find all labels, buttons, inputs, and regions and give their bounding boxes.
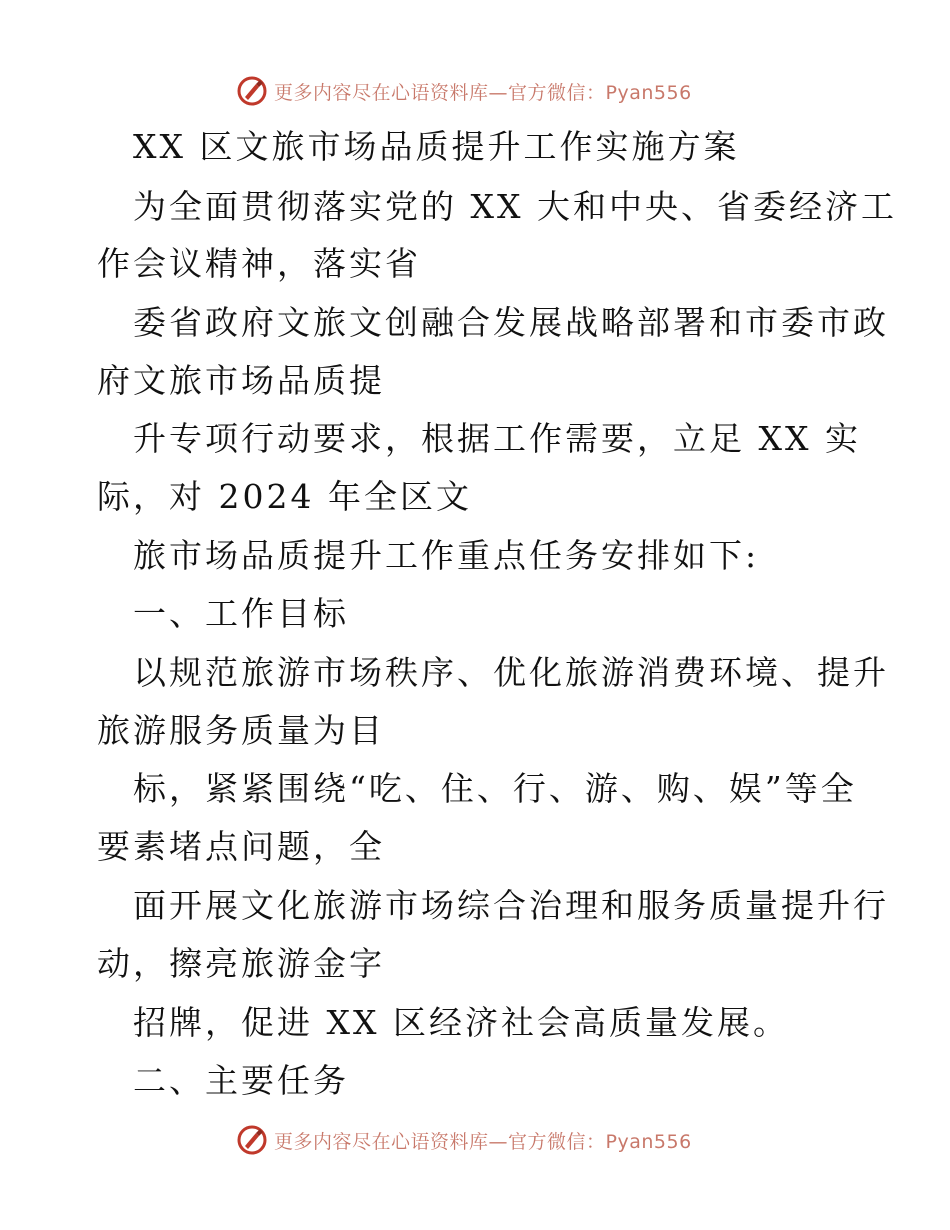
watermark-logo-icon [236,75,268,107]
paragraph-line: 以规范旅游市场秩序、优化旅游消费环境、提升 [133,653,889,692]
paragraph-line: 际，对 2024 年全区文 [97,477,472,516]
paragraph-line: 招牌，促进 XX 区经济社会高质量发展。 [133,1003,789,1042]
watermark-footer [236,1123,692,1157]
watermark-text: 更多内容尽在心语资料库—官方微信：Pyan556 [274,81,692,104]
paragraph-line: 要素堵点问题，全 [97,827,385,866]
paragraph-line: 旅市场品质提升工作重点任务安排如下: [133,536,760,575]
paragraph-line: 动，擦亮旅游金字 [97,944,385,983]
paragraph-line: 升专项行动要求，根据工作需要，立足 XX 实 [133,419,861,458]
section-heading: 一、工作目标 [133,594,349,633]
paragraph-line: 委省政府文旅文创融合发展战略部署和市委市政 [133,303,889,342]
paragraph-line: 为全面贯彻落实党的 XX 大和中央、省委经济工 [133,187,897,226]
watermark-header [236,74,692,108]
paragraph-line: 旅游服务质量为目 [97,711,385,750]
section-heading: 二、主要任务 [133,1061,349,1100]
paragraph-line: 面开展文化旅游市场综合治理和服务质量提升行 [133,886,889,925]
watermark-text: 更多内容尽在心语资料库—官方微信：Pyan556 [274,1130,692,1153]
paragraph-line: 标，紧紧围绕“吃、住、行、游、购、娱”等全 [133,769,857,808]
watermark-logo-icon [236,1124,268,1156]
paragraph-line: 府文旅市场品质提 [97,361,385,400]
document-title: XX 区文旅市场品质提升工作实施方案 [133,127,740,166]
paragraph-line: 作会议精神，落实省 [97,244,421,283]
